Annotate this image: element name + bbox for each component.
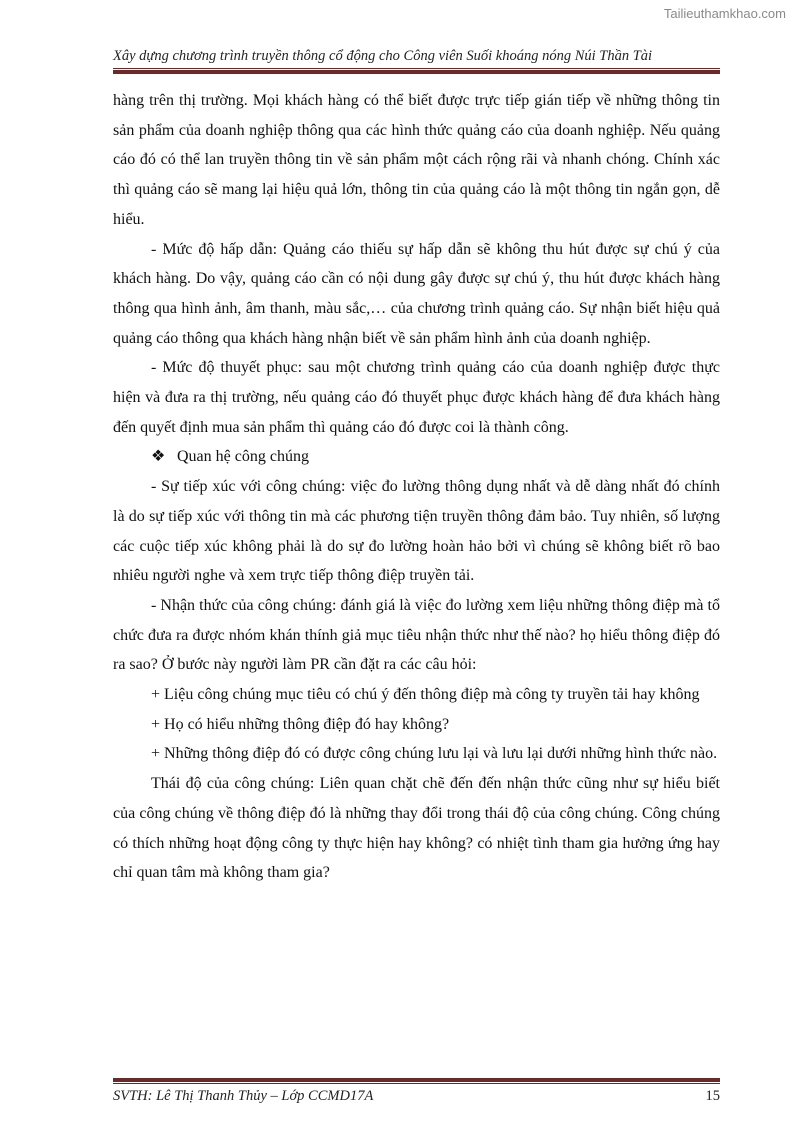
paragraph: - Mức độ thuyết phục: sau một chương trình quảng cáo của doanh nghiệp được thực hiện và đưa ra thị trường, nếu quảng cáo đó thuyết phục được khách hàng để đưa khách hàng đến quyết định mua sản phẩm thì quảng cáo đó được coi là thành công. <box>113 359 720 436</box>
page-number: 15 <box>705 1088 720 1104</box>
header-rule-thin <box>113 68 720 69</box>
footer-rule-thin <box>113 1083 720 1084</box>
paragraph: - Sự tiếp xúc với công chúng: việc đo lường thông dụng nhất và dễ dàng nhất đó chính là do sự tiếp xúc với thông tin mà các phương tiện truyền thông đảm bảo. Tuy nhiên, số lượng các cuộc tiếp xúc không phải là do sự đo lường hoàn hảo bởi vì chúng sẽ không biết rõ bao nhiêu người nghe và xem trực tiếp thông điệp truyền tải. <box>113 478 720 585</box>
paragraph: + Họ có hiểu những thông điệp đó hay không? <box>151 715 450 733</box>
footer-rule-thick <box>113 1078 720 1082</box>
footer-author: SVTH: Lê Thị Thanh Thủy – Lớp CCMD17A <box>113 1088 374 1104</box>
paragraph: - Nhận thức của công chúng: đánh giá là việc đo lường xem liệu những thông điệp mà tổ chức đưa ra được nhóm khán thính giả mục tiêu nhận thức như thế nào? họ hiểu thông điệp đó ra sao? Ở bước này người làm PR cần đặt ra các câu hỏi: <box>113 596 720 674</box>
diamond-bullet-icon: ❖ <box>151 448 166 466</box>
watermark: Tailieuthamkhao.com <box>663 6 786 21</box>
body-text <box>113 86 720 888</box>
paragraph: Thái độ của công chúng: Liên quan chặt chẽ đến đến nhận thức cũng như sự hiểu biết của công chúng về thông điệp đó là những thay đổi trong thái độ của công chúng. Công chúng có thích những hoạt động công ty thực hiện hay không? có nhiệt tình tham gia hưởng ứng hay chỉ quan tâm mà không tham gia? <box>113 775 720 882</box>
header-rule-thick <box>113 70 720 74</box>
paragraph: + Những thông điệp đó có được công chúng lưu lại và lưu lại dưới những hình thức nào. <box>151 745 718 763</box>
section-heading-label: Quan hệ công chúng <box>177 448 309 466</box>
paragraph: - Mức độ hấp dẫn: Quảng cáo thiếu sự hấp dẫn sẽ không thu hút được sự chú ý của khách hàng. Do vậy, quảng cáo cần có nội dung gây được sự chú ý, thu hút được khách hàng thông qua hình ảnh, âm thanh, màu sắc,… của chương trình quảng cáo. Sự nhận biết hiệu quả quảng cáo thông qua khách hàng nhận biết về sản phẩm hình ảnh của doanh nghiệp. <box>113 240 720 347</box>
paragraph: + Liệu công chúng mục tiêu có chú ý đến thông điệp mà công ty truyền tải hay không <box>151 686 700 704</box>
paragraph: hàng trên thị trường. Mọi khách hàng có thể biết được trực tiếp gián tiếp về những thông tin sản phẩm của doanh nghiệp thông qua các hình thức quảng cáo của doanh nghiệp. Nếu quảng cáo đó có thể lan truyền thông tin về sản phẩm một cách rộng rãi và nhanh chóng. Chính xác thì quảng cáo sẽ mang lại hiệu quả lớn, thông tin của quảng cáo là một thông tin ngắn gọn, dễ hiểu. <box>113 92 720 228</box>
section-heading <box>113 442 720 472</box>
running-footer <box>113 1088 720 1105</box>
running-header: Xây dựng chương trình truyền thông cổ động cho Công viên Suối khoáng nóng Núi Thần Tài <box>113 48 653 64</box>
